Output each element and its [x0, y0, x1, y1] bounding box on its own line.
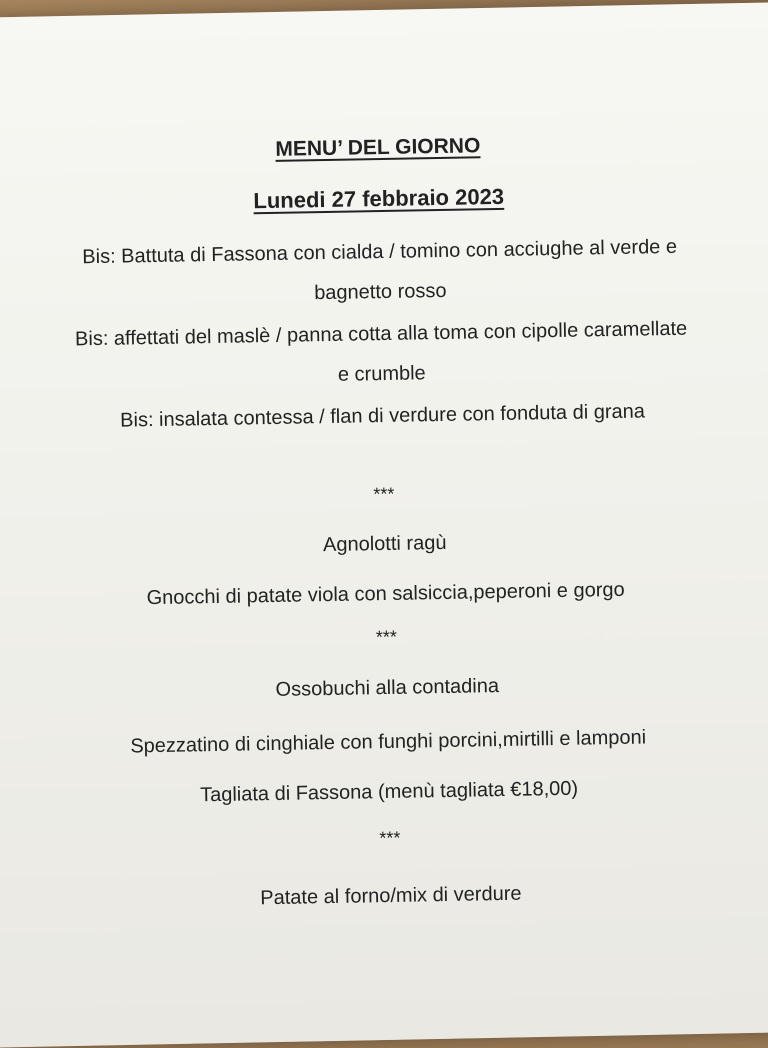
starter-item-2: Bis: affettati del maslè / panna cotta alla toma con cipolle caramellate e crumble: [74, 317, 688, 386]
main-course-item-2: Spezzatino di cinghiale con funghi porcini,mirtilli e lamponi: [130, 726, 647, 758]
menu-date: Lunedi 27 febbraio 2023: [253, 183, 505, 214]
separator-1: ***: [373, 483, 395, 505]
main-course-item-3: Tagliata di Fassona (menù tagliata €18,00): [199, 777, 579, 807]
first-course-item-2: Gnocchi di patate viola con salsiccia,peperoni e gorgo: [146, 578, 625, 610]
menu-title: MENU’ DEL GIORNO: [275, 134, 481, 161]
separator-3: ***: [379, 827, 401, 849]
separator-2: ***: [375, 626, 398, 648]
main-course-item-1: Ossobuchi alla contadina: [275, 675, 500, 701]
first-course-item-1: Agnolotti ragù: [322, 531, 447, 557]
starter-item-3: Bis: insalata contessa / flan di verdure con fonduta di grana: [119, 400, 646, 432]
starter-item-1: Bis: Battuta di Fassona con cialda / tomino con acciughe al verde e bagnetto rosso: [82, 235, 678, 305]
side-dish-item-1: Patate al forno/mix di verdure: [260, 882, 522, 910]
